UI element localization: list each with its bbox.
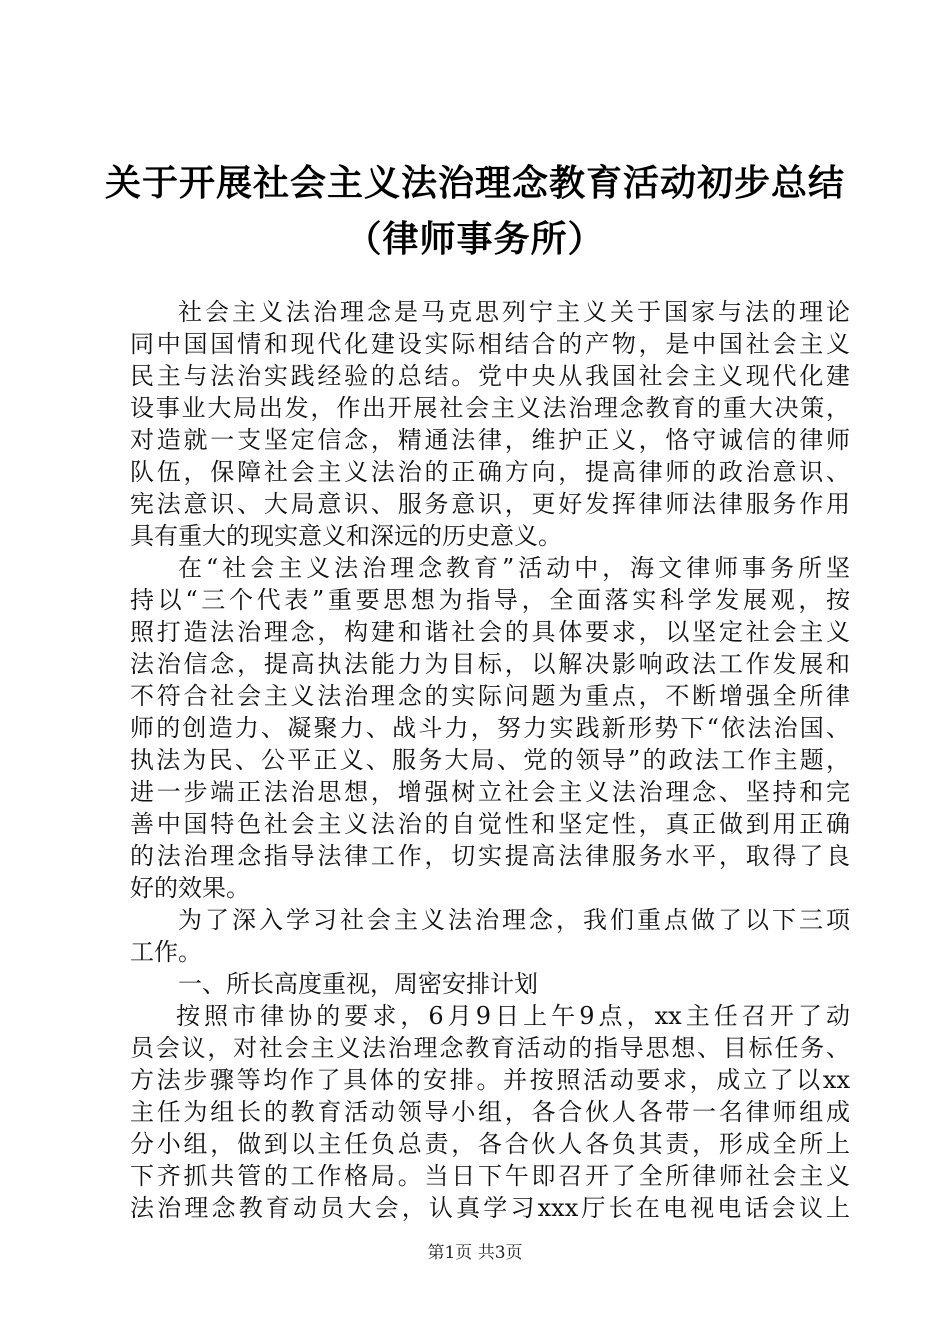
text-line: 队伍，保障社会主义法治的正确方向，提高律师的政治意识、 (130, 458, 850, 486)
text-line: 为了深入学习社会主义法治理念，我们重点做了以下三项 (178, 906, 850, 934)
page-footer: 第1页 共3页 (427, 1243, 523, 1263)
text-line: 师的创造力、凝聚力、战斗力，努力实践新形势下“依法治国、 (130, 714, 850, 742)
text-line: 方法步骤等均作了具体的安排。并按照活动要求，成立了以xx (130, 1066, 850, 1094)
text-line: 好的效果。 (130, 874, 250, 902)
text-line: 主任为组长的教育活动领导小组，各合伙人各带一名律师组成 (130, 1098, 850, 1126)
text-line: 工作。 (130, 938, 202, 966)
text-line: 不符合社会主义法治理念的实际问题为重点，不断增强全所律 (130, 682, 850, 710)
document-title: 关于开展社会主义法治理念教育活动初步总结 (104, 163, 845, 204)
text-line: 员会议，对社会主义法治理念教育活动的指导思想、目标任务、 (130, 1034, 850, 1062)
document-body (130, 296, 850, 1224)
text-line: 进一步端正法治思想，增强树立社会主义法治理念、坚持和完 (130, 778, 850, 806)
text-line: 在“社会主义法治理念教育”活动中，海文律师事务所坚 (178, 554, 850, 582)
text-line: 宪法意识、大局意识、服务意识，更好发挥律师法律服务作用 (130, 490, 850, 518)
document-subtitle: （律师事务所） (345, 219, 605, 260)
text-line: 持以“三个代表”重要思想为指导，全面落实科学发展观，按 (130, 586, 850, 614)
text-line: 执法为民、公平正义、服务大局、党的领导”的政法工作主题， (130, 746, 850, 774)
text-line: 具有重大的现实意义和深远的历史意义。 (130, 522, 562, 550)
text-line: 民主与法治实践经验的总结。党中央从我国社会主义现代化建 (130, 362, 850, 390)
text-line: 社会主义法治理念是马克思列宁主义关于国家与法的理论 (178, 298, 850, 326)
text-line: 下齐抓共管的工作格局。当日下午即召开了全所律师社会主义 (130, 1162, 850, 1190)
text-line: 分小组，做到以主任负总责，各合伙人各负其责，形成全所上 (130, 1130, 850, 1158)
text-line: 同中国国情和现代化建设实际相结合的产物，是中国社会主义 (130, 330, 850, 358)
text-line: 的法治理念指导法律工作，切实提高法律服务水平，取得了良 (130, 842, 850, 870)
text-line: 善中国特色社会主义法治的自觉性和坚定性，真正做到用正确 (130, 810, 850, 838)
section-heading: 一、所长高度重视，周密安排计划 (178, 970, 538, 998)
text-line: 按照市律协的要求，6月9日上午9点，xx主任召开了动 (176, 1002, 850, 1030)
text-line: 法治信念，提高执法能力为目标，以解决影响政法工作发展和 (130, 650, 850, 678)
text-line: 设事业大局出发，作出开展社会主义法治理念教育的重大决策， (130, 394, 850, 422)
text-line: 法治理念教育动员大会，认真学习xxx厅长在电视电话会议上 (130, 1194, 850, 1222)
text-line: 照打造法治理念，构建和谐社会的具体要求，以坚定社会主义 (130, 618, 850, 646)
text-line: 对造就一支坚定信念，精通法律，维护正义，恪守诚信的律师 (130, 426, 850, 454)
